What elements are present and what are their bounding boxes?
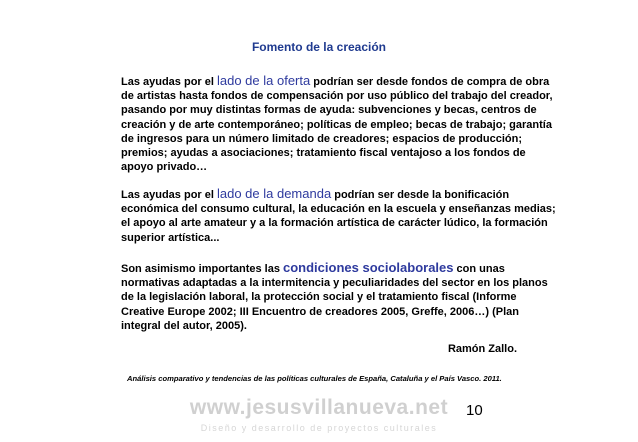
paragraph-supply bbox=[121, 74, 557, 174]
paragraph-body: podrían ser desde la bonificación económica del consumo cultural, la educación en la escuela y enseñanzas medias; el apoyo al arte amateur y a la formación artística de carácter lúdico, la formación superior artística... bbox=[121, 189, 556, 244]
watermark-url: www.jesusvillanueva.net bbox=[189, 396, 449, 419]
paragraph-lead: Las ayudas por el bbox=[121, 189, 217, 201]
author-name: Ramón Zallo. bbox=[447, 343, 517, 355]
paragraph-body: podrían ser desde fondos de compra de obra de artistas hasta fondos de compensación por uso público del trabajo del creador, pasando por muy distintas formas de ayuda: subvenciones y becas, centros de creación y de arte contemporáneo; políticas de empleo; becas de trabajo; garantía de ingresos para un número limitado de creadores; espacios de producción; premios; ayudas a asociaciones; tratamiento fiscal ventajoso a los fondos de apoyo privado… bbox=[121, 76, 553, 174]
paragraph-body: con unas normativas adaptadas a la intermitencia y peculiaridades del sector en los planos de la legislación laboral, la protección social y el tratamiento fiscal (Informe Creative Europe 2002; III Encuentro de creadores 2005, Greffe, 2006…) (Plan integral del autor, 2005). bbox=[121, 263, 548, 332]
highlight-demand-side: lado de la demanda bbox=[216, 186, 332, 201]
paragraph-lead: Son asimismo importantes las bbox=[121, 263, 283, 275]
watermark-tagline: Diseño y desarrollo de proyectos culturales bbox=[200, 423, 438, 433]
paragraph-labor-conditions bbox=[121, 261, 557, 333]
highlight-supply-side: lado de la oferta bbox=[216, 73, 311, 88]
paragraph-demand bbox=[121, 187, 557, 245]
paragraph-lead: Las ayudas por el bbox=[121, 76, 217, 88]
highlight-labor-conditions: condiciones sociolaborales bbox=[283, 260, 454, 275]
source-citation: Análisis comparativo y tendencias de las políticas culturales de España, Cataluña y el País Vasco. 2011. bbox=[127, 374, 502, 383]
page-number: 10 bbox=[466, 402, 483, 419]
page-title: Fomento de la creación bbox=[251, 40, 387, 54]
